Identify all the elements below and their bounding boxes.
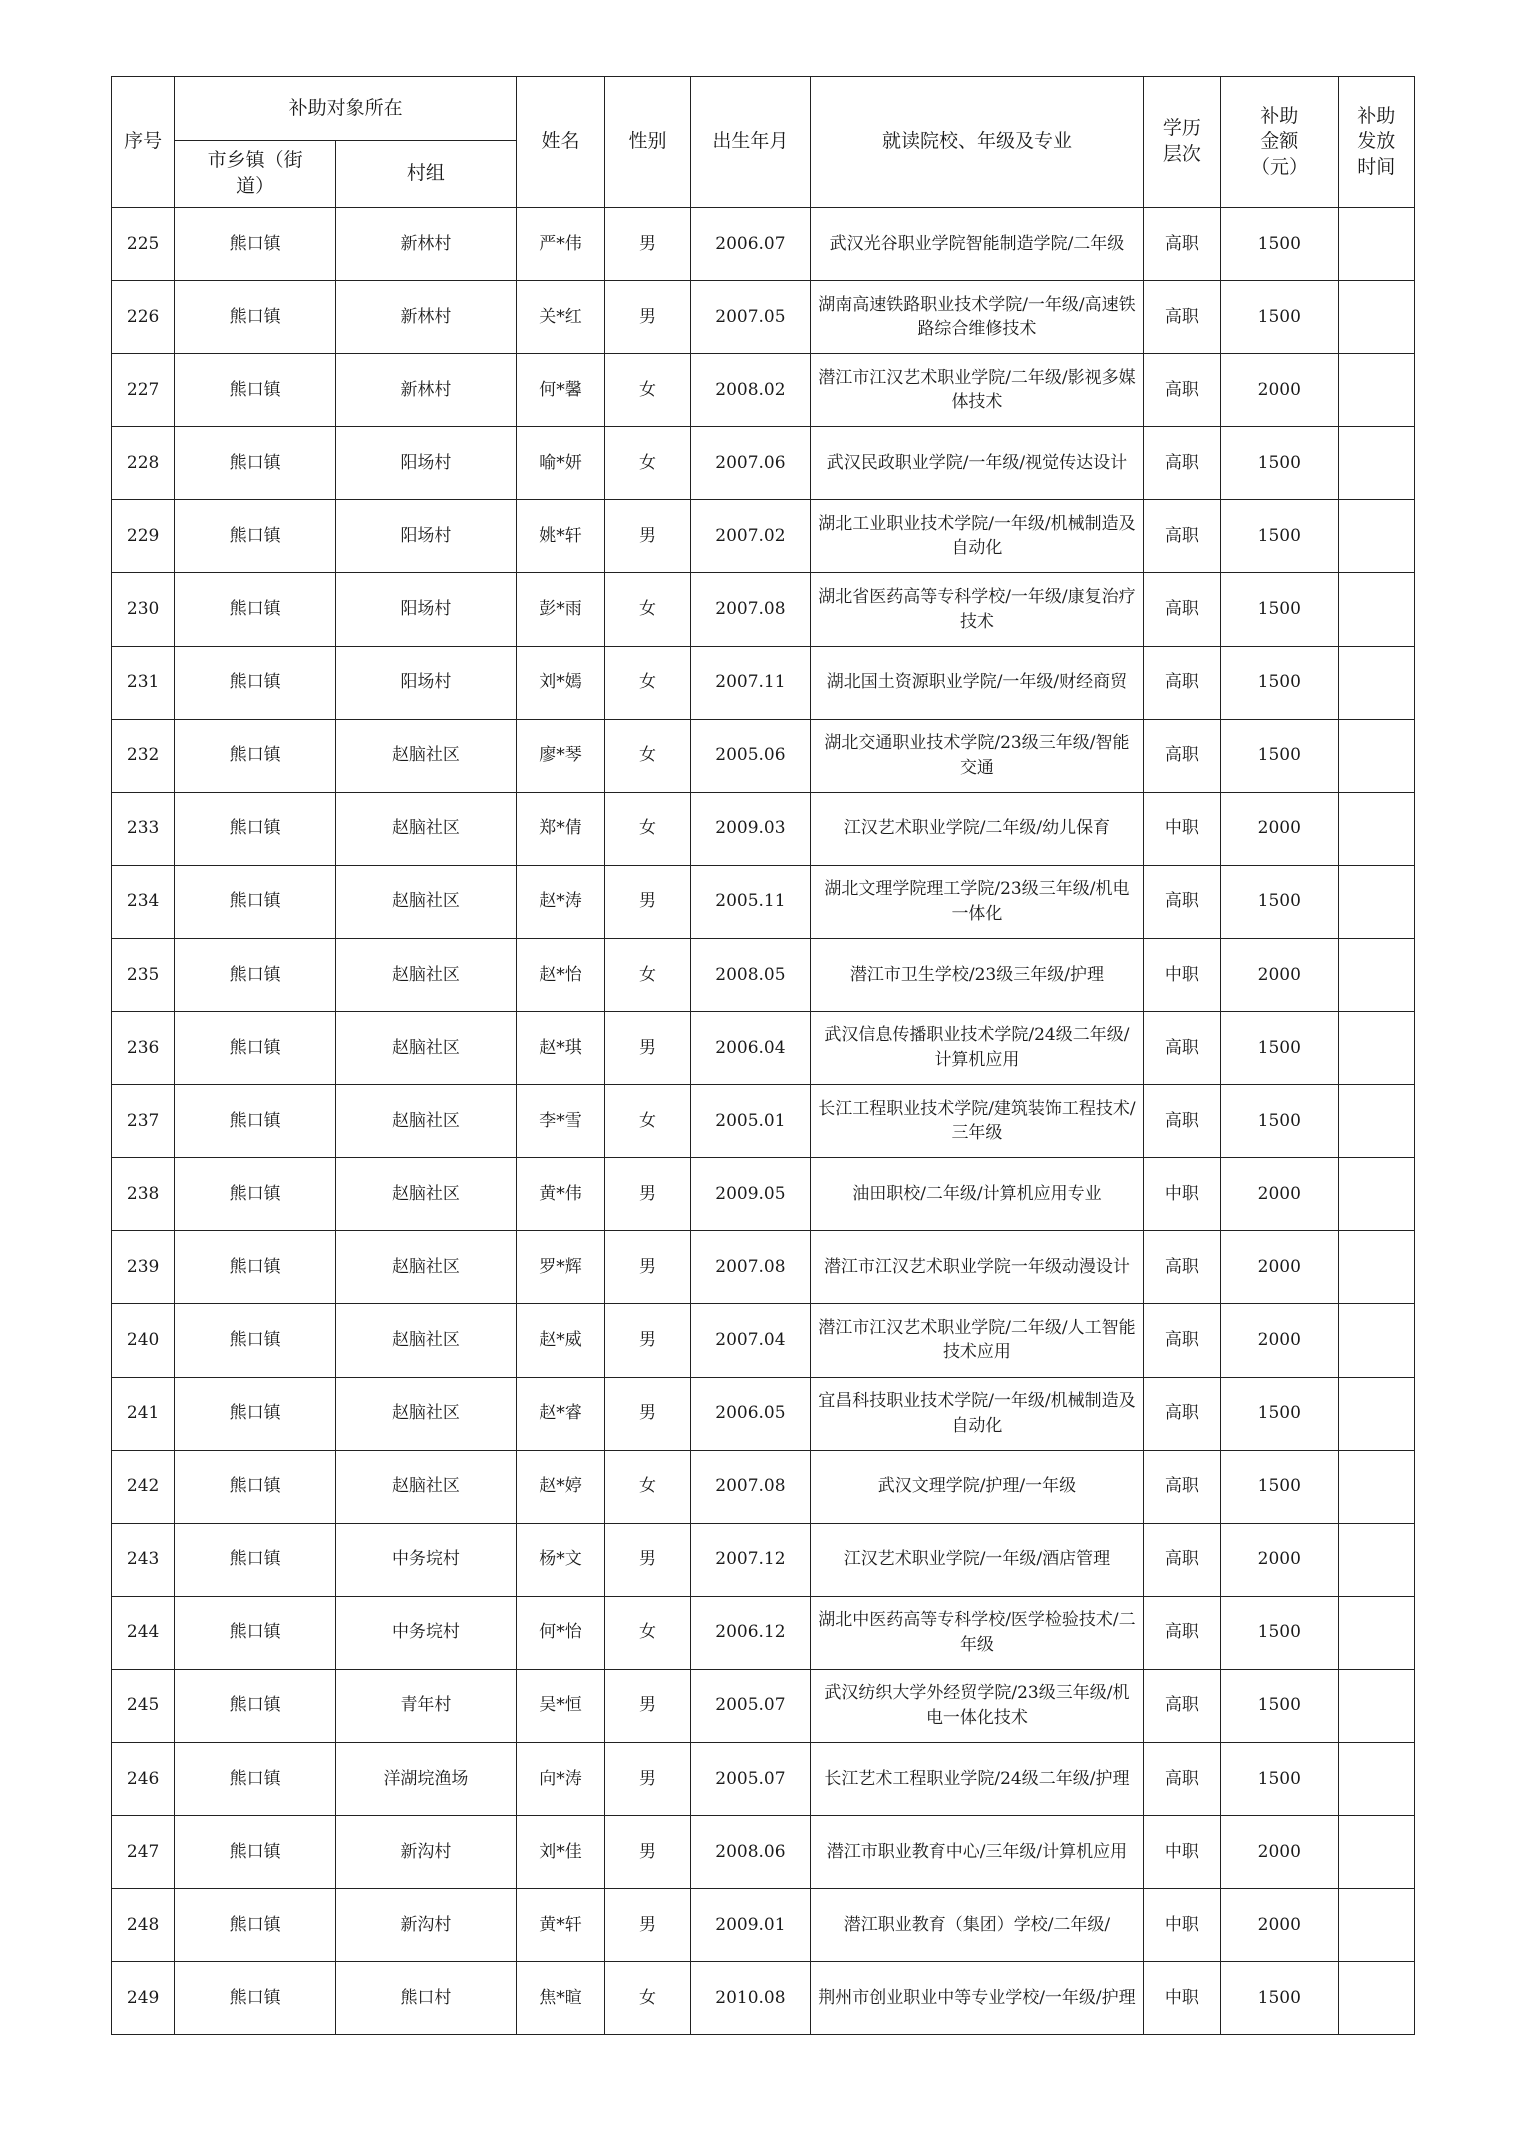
- cell-level: 中职: [1143, 1889, 1220, 1962]
- cell-village: 赵脑社区: [336, 719, 517, 792]
- subsidy-table: [111, 76, 1415, 2035]
- cell-town: 熊口镇: [175, 354, 336, 427]
- cell-town: 熊口镇: [175, 1816, 336, 1889]
- cell-village: 新林村: [336, 208, 517, 281]
- cell-gender: 女: [605, 427, 690, 500]
- cell-amount: 1500: [1221, 719, 1339, 792]
- cell-birth: 2007.02: [690, 500, 811, 573]
- cell-level: 中职: [1143, 1962, 1220, 2035]
- cell-issue-time: [1338, 1158, 1414, 1231]
- cell-seq: 225: [112, 208, 175, 281]
- cell-level: 中职: [1143, 1816, 1220, 1889]
- cell-village: 阳场村: [336, 573, 517, 646]
- table-row: [112, 1085, 1415, 1158]
- cell-school: 武汉纺织大学外经贸学院/23级三年级/机电一体化技术: [811, 1669, 1144, 1742]
- cell-gender: 女: [605, 573, 690, 646]
- table-row: [112, 646, 1415, 719]
- cell-gender: 女: [605, 354, 690, 427]
- cell-school: 湖北中医药高等专科学校/医学检验技术/二年级: [811, 1596, 1144, 1669]
- cell-seq: 229: [112, 500, 175, 573]
- cell-level: 高职: [1143, 208, 1220, 281]
- cell-gender: 女: [605, 1450, 690, 1523]
- cell-village: 赵脑社区: [336, 1377, 517, 1450]
- cell-name: 向*涛: [516, 1742, 604, 1815]
- table-row: [112, 792, 1415, 865]
- cell-name: 关*红: [516, 281, 604, 354]
- cell-village: 赵脑社区: [336, 792, 517, 865]
- cell-school: 武汉文理学院/护理/一年级: [811, 1450, 1144, 1523]
- cell-gender: 男: [605, 865, 690, 938]
- cell-seq: 239: [112, 1231, 175, 1304]
- cell-issue-time: [1338, 1377, 1414, 1450]
- cell-issue-time: [1338, 719, 1414, 792]
- subsidy-sheet: [111, 76, 1415, 2035]
- cell-level: 高职: [1143, 354, 1220, 427]
- cell-seq: 237: [112, 1085, 175, 1158]
- cell-name: 赵*怡: [516, 938, 604, 1011]
- cell-seq: 232: [112, 719, 175, 792]
- cell-seq: 228: [112, 427, 175, 500]
- cell-amount: 1500: [1221, 865, 1339, 938]
- cell-amount: 2000: [1221, 1889, 1339, 1962]
- cell-level: 中职: [1143, 792, 1220, 865]
- cell-name: 赵*婷: [516, 1450, 604, 1523]
- cell-town: 熊口镇: [175, 1523, 336, 1596]
- cell-gender: 女: [605, 1962, 690, 2035]
- cell-village: 赵脑社区: [336, 865, 517, 938]
- cell-birth: 2008.05: [690, 938, 811, 1011]
- cell-school: 潜江市江汉艺术职业学院/二年级/人工智能技术应用: [811, 1304, 1144, 1377]
- cell-gender: 男: [605, 1158, 690, 1231]
- cell-gender: 女: [605, 1085, 690, 1158]
- cell-school: 荆州市创业职业中等专业学校/一年级/护理: [811, 1962, 1144, 2035]
- cell-amount: 1500: [1221, 281, 1339, 354]
- cell-birth: 2007.11: [690, 646, 811, 719]
- cell-amount: 2000: [1221, 1816, 1339, 1889]
- cell-level: 高职: [1143, 719, 1220, 792]
- cell-gender: 男: [605, 1012, 690, 1085]
- header-birth: 出生年月: [690, 77, 811, 208]
- cell-issue-time: [1338, 1889, 1414, 1962]
- cell-gender: 男: [605, 1889, 690, 1962]
- header-issue-time: 补助发放时间: [1338, 77, 1414, 208]
- cell-issue-time: [1338, 1816, 1414, 1889]
- cell-gender: 男: [605, 1669, 690, 1742]
- table-row: [112, 281, 1415, 354]
- cell-level: 高职: [1143, 573, 1220, 646]
- cell-amount: 2000: [1221, 1158, 1339, 1231]
- cell-village: 新林村: [336, 354, 517, 427]
- header-seq: 序号: [112, 77, 175, 208]
- cell-village: 新沟村: [336, 1816, 517, 1889]
- cell-issue-time: [1338, 573, 1414, 646]
- cell-school: 湖南高速铁路职业技术学院/一年级/高速铁路综合维修技术: [811, 281, 1144, 354]
- table-row: [112, 1450, 1415, 1523]
- cell-level: 中职: [1143, 938, 1220, 1011]
- cell-issue-time: [1338, 208, 1414, 281]
- table-row: [112, 1231, 1415, 1304]
- cell-name: 彭*雨: [516, 573, 604, 646]
- cell-village: 洋湖垸渔场: [336, 1742, 517, 1815]
- cell-town: 熊口镇: [175, 1231, 336, 1304]
- cell-town: 熊口镇: [175, 1962, 336, 2035]
- cell-town: 熊口镇: [175, 646, 336, 719]
- table-row: [112, 938, 1415, 1011]
- cell-birth: 2005.07: [690, 1742, 811, 1815]
- cell-seq: 226: [112, 281, 175, 354]
- header-gender: 性别: [605, 77, 690, 208]
- cell-birth: 2005.01: [690, 1085, 811, 1158]
- cell-birth: 2009.01: [690, 1889, 811, 1962]
- cell-name: 赵*威: [516, 1304, 604, 1377]
- header-name: 姓名: [516, 77, 604, 208]
- cell-town: 熊口镇: [175, 1742, 336, 1815]
- cell-name: 焦*暄: [516, 1962, 604, 2035]
- cell-amount: 2000: [1221, 1231, 1339, 1304]
- cell-seq: 230: [112, 573, 175, 646]
- cell-issue-time: [1338, 1085, 1414, 1158]
- table-row: [112, 500, 1415, 573]
- cell-level: 高职: [1143, 1231, 1220, 1304]
- cell-seq: 248: [112, 1889, 175, 1962]
- cell-gender: 女: [605, 938, 690, 1011]
- cell-gender: 男: [605, 1742, 690, 1815]
- cell-name: 罗*辉: [516, 1231, 604, 1304]
- cell-name: 喻*妍: [516, 427, 604, 500]
- cell-amount: 1500: [1221, 1596, 1339, 1669]
- cell-birth: 2009.03: [690, 792, 811, 865]
- cell-issue-time: [1338, 1669, 1414, 1742]
- cell-amount: 2000: [1221, 938, 1339, 1011]
- cell-issue-time: [1338, 1742, 1414, 1815]
- table-row: [112, 354, 1415, 427]
- cell-school: 宜昌科技职业技术学院/一年级/机械制造及自动化: [811, 1377, 1144, 1450]
- cell-village: 新沟村: [336, 1889, 517, 1962]
- cell-level: 高职: [1143, 281, 1220, 354]
- cell-village: 阳场村: [336, 500, 517, 573]
- table-row: [112, 427, 1415, 500]
- cell-amount: 2000: [1221, 1523, 1339, 1596]
- cell-seq: 246: [112, 1742, 175, 1815]
- cell-birth: 2007.08: [690, 573, 811, 646]
- cell-level: 高职: [1143, 1012, 1220, 1085]
- cell-issue-time: [1338, 865, 1414, 938]
- cell-school: 潜江市江汉艺术职业学院/二年级/影视多媒体技术: [811, 354, 1144, 427]
- table-row: [112, 208, 1415, 281]
- cell-village: 赵脑社区: [336, 938, 517, 1011]
- cell-seq: 249: [112, 1962, 175, 2035]
- cell-town: 熊口镇: [175, 1596, 336, 1669]
- cell-issue-time: [1338, 646, 1414, 719]
- cell-school: 江汉艺术职业学院/二年级/幼儿保育: [811, 792, 1144, 865]
- cell-school: 长江工程职业技术学院/建筑装饰工程技术/三年级: [811, 1085, 1144, 1158]
- cell-village: 中务垸村: [336, 1596, 517, 1669]
- cell-birth: 2006.07: [690, 208, 811, 281]
- table-row: [112, 1816, 1415, 1889]
- cell-level: 高职: [1143, 500, 1220, 573]
- table-body: [112, 208, 1415, 2035]
- cell-birth: 2007.05: [690, 281, 811, 354]
- cell-gender: 女: [605, 719, 690, 792]
- cell-school: 湖北国土资源职业学院/一年级/财经商贸: [811, 646, 1144, 719]
- cell-birth: 2007.08: [690, 1450, 811, 1523]
- cell-level: 中职: [1143, 1158, 1220, 1231]
- cell-level: 高职: [1143, 1669, 1220, 1742]
- cell-issue-time: [1338, 354, 1414, 427]
- table-row: [112, 1012, 1415, 1085]
- cell-level: 高职: [1143, 1523, 1220, 1596]
- cell-town: 熊口镇: [175, 427, 336, 500]
- cell-village: 赵脑社区: [336, 1085, 517, 1158]
- header-level: 学历层次: [1143, 77, 1220, 208]
- cell-amount: 1500: [1221, 1962, 1339, 2035]
- cell-village: 赵脑社区: [336, 1304, 517, 1377]
- cell-school: 武汉信息传播职业技术学院/24级二年级/计算机应用: [811, 1012, 1144, 1085]
- cell-name: 杨*文: [516, 1523, 604, 1596]
- cell-name: 姚*轩: [516, 500, 604, 573]
- cell-issue-time: [1338, 1523, 1414, 1596]
- cell-name: 吴*恒: [516, 1669, 604, 1742]
- cell-school: 湖北交通职业技术学院/23级三年级/智能交通: [811, 719, 1144, 792]
- cell-seq: 243: [112, 1523, 175, 1596]
- cell-amount: 1500: [1221, 1742, 1339, 1815]
- cell-level: 高职: [1143, 1742, 1220, 1815]
- cell-birth: 2005.07: [690, 1669, 811, 1742]
- cell-issue-time: [1338, 792, 1414, 865]
- cell-amount: 1500: [1221, 1450, 1339, 1523]
- cell-amount: 1500: [1221, 1669, 1339, 1742]
- cell-school: 江汉艺术职业学院/一年级/酒店管理: [811, 1523, 1144, 1596]
- cell-name: 郑*倩: [516, 792, 604, 865]
- table-row: [112, 1377, 1415, 1450]
- cell-town: 熊口镇: [175, 938, 336, 1011]
- cell-issue-time: [1338, 1012, 1414, 1085]
- cell-birth: 2005.06: [690, 719, 811, 792]
- cell-school: 油田职校/二年级/计算机应用专业: [811, 1158, 1144, 1231]
- cell-town: 熊口镇: [175, 1889, 336, 1962]
- cell-issue-time: [1338, 427, 1414, 500]
- header-town: 市乡镇（街道）: [175, 141, 336, 208]
- table-row: [112, 1596, 1415, 1669]
- cell-issue-time: [1338, 1231, 1414, 1304]
- cell-name: 黄*轩: [516, 1889, 604, 1962]
- header-amount: 补助金额（元）: [1221, 77, 1339, 208]
- cell-gender: 女: [605, 646, 690, 719]
- cell-gender: 男: [605, 500, 690, 573]
- cell-birth: 2007.06: [690, 427, 811, 500]
- cell-school: 潜江市卫生学校/23级三年级/护理: [811, 938, 1144, 1011]
- table-row: [112, 719, 1415, 792]
- cell-issue-time: [1338, 1450, 1414, 1523]
- cell-birth: 2005.11: [690, 865, 811, 938]
- cell-school: 长江艺术工程职业学院/24级二年级/护理: [811, 1742, 1144, 1815]
- cell-birth: 2006.12: [690, 1596, 811, 1669]
- table-row: [112, 1523, 1415, 1596]
- cell-town: 熊口镇: [175, 1304, 336, 1377]
- cell-name: 赵*涛: [516, 865, 604, 938]
- cell-level: 高职: [1143, 1085, 1220, 1158]
- header-location-group: 补助对象所在: [175, 77, 517, 141]
- cell-level: 高职: [1143, 427, 1220, 500]
- cell-seq: 231: [112, 646, 175, 719]
- cell-seq: 241: [112, 1377, 175, 1450]
- cell-town: 熊口镇: [175, 1377, 336, 1450]
- cell-name: 黄*伟: [516, 1158, 604, 1231]
- table-row: [112, 1742, 1415, 1815]
- cell-name: 何*怡: [516, 1596, 604, 1669]
- cell-birth: 2008.06: [690, 1816, 811, 1889]
- table-row: [112, 1158, 1415, 1231]
- cell-town: 熊口镇: [175, 500, 336, 573]
- table-header: [112, 77, 1415, 208]
- cell-gender: 男: [605, 1377, 690, 1450]
- cell-town: 熊口镇: [175, 208, 336, 281]
- cell-seq: 245: [112, 1669, 175, 1742]
- cell-issue-time: [1338, 281, 1414, 354]
- table-row: [112, 1962, 1415, 2035]
- cell-town: 熊口镇: [175, 1158, 336, 1231]
- cell-village: 阳场村: [336, 646, 517, 719]
- cell-name: 何*馨: [516, 354, 604, 427]
- cell-school: 潜江市江汉艺术职业学院一年级动漫设计: [811, 1231, 1144, 1304]
- cell-amount: 1500: [1221, 573, 1339, 646]
- cell-village: 赵脑社区: [336, 1012, 517, 1085]
- cell-amount: 1500: [1221, 1377, 1339, 1450]
- cell-village: 阳场村: [336, 427, 517, 500]
- cell-amount: 2000: [1221, 792, 1339, 865]
- cell-amount: 1500: [1221, 1085, 1339, 1158]
- cell-amount: 1500: [1221, 427, 1339, 500]
- table-row: [112, 1669, 1415, 1742]
- cell-seq: 227: [112, 354, 175, 427]
- cell-level: 高职: [1143, 1377, 1220, 1450]
- cell-village: 新林村: [336, 281, 517, 354]
- cell-birth: 2006.04: [690, 1012, 811, 1085]
- cell-town: 熊口镇: [175, 865, 336, 938]
- cell-school: 潜江职业教育（集团）学校/二年级/: [811, 1889, 1144, 1962]
- cell-town: 熊口镇: [175, 1450, 336, 1523]
- cell-village: 熊口村: [336, 1962, 517, 2035]
- table-row: [112, 1304, 1415, 1377]
- header-village: 村组: [336, 141, 517, 208]
- cell-town: 熊口镇: [175, 1669, 336, 1742]
- cell-village: 赵脑社区: [336, 1231, 517, 1304]
- cell-school: 湖北省医药高等专科学校/一年级/康复治疗技术: [811, 573, 1144, 646]
- cell-village: 中务垸村: [336, 1523, 517, 1596]
- cell-school: 武汉光谷职业学院智能制造学院/二年级: [811, 208, 1144, 281]
- cell-level: 高职: [1143, 1304, 1220, 1377]
- cell-birth: 2007.08: [690, 1231, 811, 1304]
- cell-gender: 女: [605, 1596, 690, 1669]
- cell-level: 高职: [1143, 865, 1220, 938]
- cell-amount: 1500: [1221, 1012, 1339, 1085]
- cell-birth: 2009.05: [690, 1158, 811, 1231]
- cell-level: 高职: [1143, 1596, 1220, 1669]
- cell-gender: 男: [605, 1231, 690, 1304]
- cell-issue-time: [1338, 938, 1414, 1011]
- cell-school: 湖北工业职业技术学院/一年级/机械制造及自动化: [811, 500, 1144, 573]
- cell-seq: 233: [112, 792, 175, 865]
- table-row: [112, 1889, 1415, 1962]
- cell-amount: 1500: [1221, 208, 1339, 281]
- cell-seq: 247: [112, 1816, 175, 1889]
- cell-school: 潜江市职业教育中心/三年级/计算机应用: [811, 1816, 1144, 1889]
- cell-school: 武汉民政职业学院/一年级/视觉传达设计: [811, 427, 1144, 500]
- cell-issue-time: [1338, 1962, 1414, 2035]
- cell-town: 熊口镇: [175, 719, 336, 792]
- table-row: [112, 865, 1415, 938]
- cell-amount: 2000: [1221, 354, 1339, 427]
- cell-village: 赵脑社区: [336, 1450, 517, 1523]
- cell-amount: 2000: [1221, 1304, 1339, 1377]
- cell-amount: 1500: [1221, 646, 1339, 719]
- cell-seq: 234: [112, 865, 175, 938]
- cell-town: 熊口镇: [175, 281, 336, 354]
- cell-seq: 238: [112, 1158, 175, 1231]
- cell-level: 高职: [1143, 1450, 1220, 1523]
- cell-gender: 男: [605, 1304, 690, 1377]
- cell-name: 刘*嫣: [516, 646, 604, 719]
- cell-gender: 男: [605, 1523, 690, 1596]
- cell-birth: 2010.08: [690, 1962, 811, 2035]
- cell-name: 赵*琪: [516, 1012, 604, 1085]
- cell-town: 熊口镇: [175, 573, 336, 646]
- cell-gender: 女: [605, 792, 690, 865]
- cell-gender: 男: [605, 208, 690, 281]
- header-school: 就读院校、年级及专业: [811, 77, 1144, 208]
- cell-town: 熊口镇: [175, 792, 336, 865]
- cell-birth: 2006.05: [690, 1377, 811, 1450]
- cell-birth: 2007.12: [690, 1523, 811, 1596]
- cell-village: 青年村: [336, 1669, 517, 1742]
- cell-name: 廖*琴: [516, 719, 604, 792]
- cell-level: 高职: [1143, 646, 1220, 719]
- cell-name: 刘*佳: [516, 1816, 604, 1889]
- table-row: [112, 573, 1415, 646]
- cell-amount: 1500: [1221, 500, 1339, 573]
- cell-issue-time: [1338, 1596, 1414, 1669]
- cell-issue-time: [1338, 500, 1414, 573]
- cell-birth: 2008.02: [690, 354, 811, 427]
- cell-name: 严*伟: [516, 208, 604, 281]
- cell-seq: 240: [112, 1304, 175, 1377]
- cell-birth: 2007.04: [690, 1304, 811, 1377]
- cell-issue-time: [1338, 1304, 1414, 1377]
- cell-seq: 244: [112, 1596, 175, 1669]
- cell-town: 熊口镇: [175, 1012, 336, 1085]
- cell-name: 赵*睿: [516, 1377, 604, 1450]
- cell-village: 赵脑社区: [336, 1158, 517, 1231]
- cell-name: 李*雪: [516, 1085, 604, 1158]
- cell-gender: 男: [605, 1816, 690, 1889]
- cell-school: 湖北文理学院理工学院/23级三年级/机电一体化: [811, 865, 1144, 938]
- cell-seq: 235: [112, 938, 175, 1011]
- cell-seq: 242: [112, 1450, 175, 1523]
- cell-town: 熊口镇: [175, 1085, 336, 1158]
- cell-seq: 236: [112, 1012, 175, 1085]
- cell-gender: 男: [605, 281, 690, 354]
